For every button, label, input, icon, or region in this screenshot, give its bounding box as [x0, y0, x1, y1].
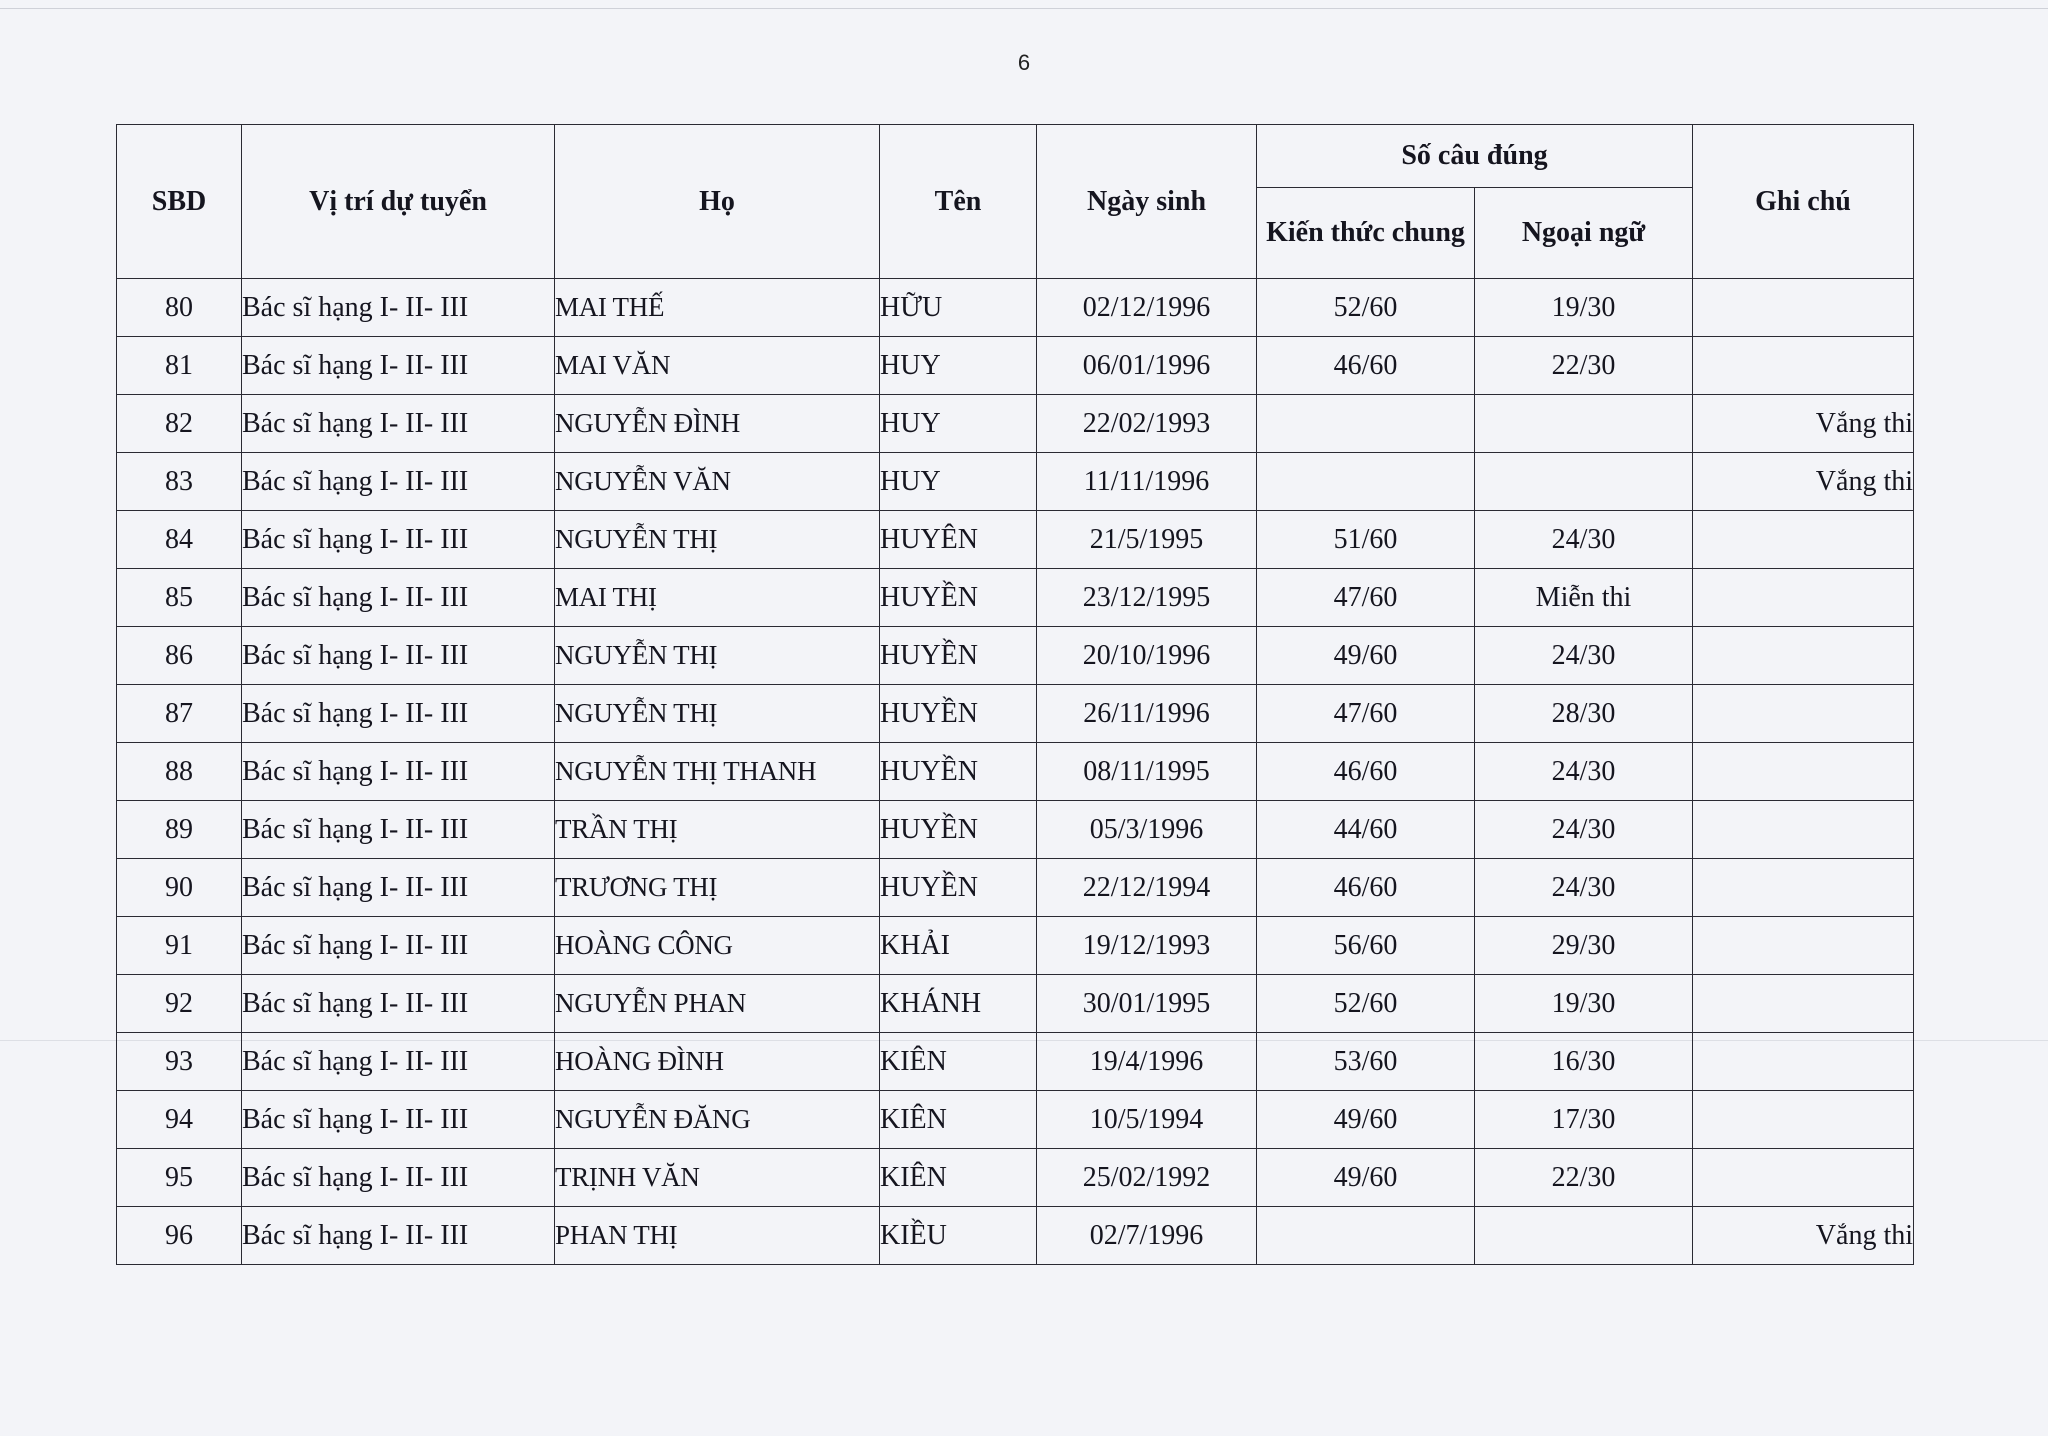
- cell-general-knowledge: 46/60: [1257, 859, 1475, 917]
- cell-note: [1693, 279, 1914, 337]
- cell-general-knowledge: 49/60: [1257, 1091, 1475, 1149]
- cell-surname: TRỊNH VĂN: [555, 1149, 880, 1207]
- cell-sbd: 80: [117, 279, 242, 337]
- cell-given-name: HUYỀN: [880, 801, 1037, 859]
- header-given-name: Tên: [880, 125, 1037, 279]
- cell-position: Bác sĩ hạng I- II- III: [242, 569, 555, 627]
- cell-position: Bác sĩ hạng I- II- III: [242, 1149, 555, 1207]
- cell-given-name: HUYỀN: [880, 569, 1037, 627]
- cell-foreign-language: 29/30: [1475, 917, 1693, 975]
- cell-given-name: HUYÊN: [880, 511, 1037, 569]
- cell-surname: NGUYỄN THỊ: [555, 627, 880, 685]
- header-sbd: SBD: [117, 125, 242, 279]
- cell-position: Bác sĩ hạng I- II- III: [242, 511, 555, 569]
- header-foreign-language: Ngoại ngữ: [1475, 188, 1693, 279]
- cell-general-knowledge: [1257, 453, 1475, 511]
- cell-note: [1693, 743, 1914, 801]
- cell-foreign-language: 22/30: [1475, 337, 1693, 395]
- table-row: [117, 1207, 1914, 1265]
- cell-position: Bác sĩ hạng I- II- III: [242, 395, 555, 453]
- table-row: [117, 569, 1914, 627]
- cell-sbd: 85: [117, 569, 242, 627]
- cell-given-name: KHẢI: [880, 917, 1037, 975]
- cell-given-name: HỮU: [880, 279, 1037, 337]
- cell-sbd: 89: [117, 801, 242, 859]
- cell-position: Bác sĩ hạng I- II- III: [242, 801, 555, 859]
- cell-sbd: 81: [117, 337, 242, 395]
- cell-surname: NGUYỄN THỊ: [555, 685, 880, 743]
- cell-note: [1693, 337, 1914, 395]
- cell-foreign-language: 24/30: [1475, 801, 1693, 859]
- cell-note: [1693, 1033, 1914, 1091]
- cell-given-name: KIÊN: [880, 1033, 1037, 1091]
- cell-surname: HOÀNG CÔNG: [555, 917, 880, 975]
- cell-foreign-language: 24/30: [1475, 627, 1693, 685]
- cell-dob: 10/5/1994: [1037, 1091, 1257, 1149]
- table-row: [117, 1091, 1914, 1149]
- cell-sbd: 92: [117, 975, 242, 1033]
- cell-sbd: 84: [117, 511, 242, 569]
- cell-given-name: HUYỀN: [880, 627, 1037, 685]
- cell-sbd: 88: [117, 743, 242, 801]
- table-row: [117, 627, 1914, 685]
- cell-given-name: HUY: [880, 395, 1037, 453]
- cell-dob: 19/12/1993: [1037, 917, 1257, 975]
- cell-dob: 08/11/1995: [1037, 743, 1257, 801]
- cell-sbd: 83: [117, 453, 242, 511]
- table-row: [117, 743, 1914, 801]
- cell-foreign-language: 28/30: [1475, 685, 1693, 743]
- header-general-knowledge: Kiến thức chung: [1257, 188, 1475, 279]
- cell-dob: 21/5/1995: [1037, 511, 1257, 569]
- table-row: [117, 1149, 1914, 1207]
- cell-general-knowledge: 51/60: [1257, 511, 1475, 569]
- cell-surname: NGUYỄN THỊ: [555, 511, 880, 569]
- cell-sbd: 94: [117, 1091, 242, 1149]
- cell-general-knowledge: 56/60: [1257, 917, 1475, 975]
- cell-note: [1693, 627, 1914, 685]
- cell-given-name: HUYỀN: [880, 859, 1037, 917]
- cell-foreign-language: Miễn thi: [1475, 569, 1693, 627]
- cell-position: Bác sĩ hạng I- II- III: [242, 453, 555, 511]
- cell-position: Bác sĩ hạng I- II- III: [242, 279, 555, 337]
- cell-dob: 23/12/1995: [1037, 569, 1257, 627]
- cell-note: [1693, 859, 1914, 917]
- cell-dob: 06/01/1996: [1037, 337, 1257, 395]
- page-number: 6: [1017, 50, 1031, 75]
- cell-note: [1693, 1149, 1914, 1207]
- cell-general-knowledge: 52/60: [1257, 279, 1475, 337]
- cell-note: [1693, 511, 1914, 569]
- cell-position: Bác sĩ hạng I- II- III: [242, 975, 555, 1033]
- cell-note: Vắng thi: [1693, 1207, 1914, 1265]
- cell-note: [1693, 1091, 1914, 1149]
- cell-given-name: KHÁNH: [880, 975, 1037, 1033]
- cell-foreign-language: 16/30: [1475, 1033, 1693, 1091]
- cell-general-knowledge: [1257, 1207, 1475, 1265]
- table-row: [117, 801, 1914, 859]
- cell-dob: 05/3/1996: [1037, 801, 1257, 859]
- cell-sbd: 95: [117, 1149, 242, 1207]
- cell-foreign-language: [1475, 453, 1693, 511]
- table-body: [117, 279, 1914, 1265]
- cell-general-knowledge: [1257, 395, 1475, 453]
- cell-note: [1693, 569, 1914, 627]
- cell-position: Bác sĩ hạng I- II- III: [242, 1091, 555, 1149]
- cell-surname: PHAN THỊ: [555, 1207, 880, 1265]
- table-row: [117, 337, 1914, 395]
- cell-sbd: 93: [117, 1033, 242, 1091]
- cell-dob: 26/11/1996: [1037, 685, 1257, 743]
- cell-position: Bác sĩ hạng I- II- III: [242, 337, 555, 395]
- table-row: [117, 511, 1914, 569]
- cell-given-name: HUY: [880, 337, 1037, 395]
- cell-foreign-language: 24/30: [1475, 859, 1693, 917]
- cell-general-knowledge: 49/60: [1257, 1149, 1475, 1207]
- cell-dob: 02/12/1996: [1037, 279, 1257, 337]
- cell-surname: TRƯƠNG THỊ: [555, 859, 880, 917]
- cell-surname: MAI VĂN: [555, 337, 880, 395]
- cell-given-name: KIỀU: [880, 1207, 1037, 1265]
- table-row: [117, 279, 1914, 337]
- cell-foreign-language: 24/30: [1475, 511, 1693, 569]
- header-position: Vị trí dự tuyển: [242, 125, 555, 279]
- cell-surname: MAI THỊ: [555, 569, 880, 627]
- table-row: [117, 1033, 1914, 1091]
- cell-given-name: KIÊN: [880, 1091, 1037, 1149]
- cell-given-name: HUYỀN: [880, 743, 1037, 801]
- cell-foreign-language: 17/30: [1475, 1091, 1693, 1149]
- cell-note: Vắng thi: [1693, 453, 1914, 511]
- cell-given-name: HUYỀN: [880, 685, 1037, 743]
- cell-foreign-language: 19/30: [1475, 279, 1693, 337]
- cell-foreign-language: [1475, 1207, 1693, 1265]
- cell-sbd: 86: [117, 627, 242, 685]
- cell-dob: 25/02/1992: [1037, 1149, 1257, 1207]
- table-row: [117, 685, 1914, 743]
- header-dob: Ngày sinh: [1037, 125, 1257, 279]
- table-row: [117, 453, 1914, 511]
- cell-note: [1693, 917, 1914, 975]
- cell-position: Bác sĩ hạng I- II- III: [242, 859, 555, 917]
- table-row: [117, 975, 1914, 1033]
- cell-surname: TRẦN THỊ: [555, 801, 880, 859]
- header-correct-answers: Số câu đúng: [1257, 125, 1693, 188]
- cell-general-knowledge: 46/60: [1257, 743, 1475, 801]
- cell-surname: NGUYỄN THỊ THANH: [555, 743, 880, 801]
- cell-given-name: KIÊN: [880, 1149, 1037, 1207]
- cell-position: Bác sĩ hạng I- II- III: [242, 627, 555, 685]
- cell-general-knowledge: 44/60: [1257, 801, 1475, 859]
- cell-dob: 11/11/1996: [1037, 453, 1257, 511]
- cell-foreign-language: 19/30: [1475, 975, 1693, 1033]
- cell-dob: 19/4/1996: [1037, 1033, 1257, 1091]
- cell-position: Bác sĩ hạng I- II- III: [242, 743, 555, 801]
- cell-general-knowledge: 47/60: [1257, 685, 1475, 743]
- cell-surname: NGUYỄN ĐĂNG: [555, 1091, 880, 1149]
- cell-note: [1693, 801, 1914, 859]
- cell-position: Bác sĩ hạng I- II- III: [242, 685, 555, 743]
- table-row: [117, 917, 1914, 975]
- cell-foreign-language: [1475, 395, 1693, 453]
- cell-foreign-language: 22/30: [1475, 1149, 1693, 1207]
- scan-artifact-line-top: [0, 8, 2048, 9]
- cell-general-knowledge: 49/60: [1257, 627, 1475, 685]
- cell-surname: MAI THẾ: [555, 279, 880, 337]
- cell-note: [1693, 685, 1914, 743]
- cell-surname: NGUYỄN VĂN: [555, 453, 880, 511]
- cell-note: [1693, 975, 1914, 1033]
- cell-foreign-language: 24/30: [1475, 743, 1693, 801]
- cell-dob: 22/12/1994: [1037, 859, 1257, 917]
- cell-note: Vắng thi: [1693, 395, 1914, 453]
- cell-surname: NGUYỄN ĐÌNH: [555, 395, 880, 453]
- cell-sbd: 82: [117, 395, 242, 453]
- cell-dob: 30/01/1995: [1037, 975, 1257, 1033]
- cell-given-name: HUY: [880, 453, 1037, 511]
- table-row: [117, 859, 1914, 917]
- cell-surname: NGUYỄN PHAN: [555, 975, 880, 1033]
- exam-results-table: [116, 124, 1914, 1265]
- cell-dob: 22/02/1993: [1037, 395, 1257, 453]
- cell-general-knowledge: 47/60: [1257, 569, 1475, 627]
- cell-sbd: 91: [117, 917, 242, 975]
- cell-sbd: 90: [117, 859, 242, 917]
- cell-sbd: 96: [117, 1207, 242, 1265]
- cell-surname: HOÀNG ĐÌNH: [555, 1033, 880, 1091]
- cell-position: Bác sĩ hạng I- II- III: [242, 1033, 555, 1091]
- cell-sbd: 87: [117, 685, 242, 743]
- table-row: [117, 395, 1914, 453]
- header-row: [117, 125, 1914, 188]
- header-surname: Họ: [555, 125, 880, 279]
- cell-general-knowledge: 53/60: [1257, 1033, 1475, 1091]
- cell-dob: 20/10/1996: [1037, 627, 1257, 685]
- cell-general-knowledge: 46/60: [1257, 337, 1475, 395]
- header-note: Ghi chú: [1693, 125, 1914, 279]
- cell-position: Bác sĩ hạng I- II- III: [242, 917, 555, 975]
- cell-dob: 02/7/1996: [1037, 1207, 1257, 1265]
- cell-general-knowledge: 52/60: [1257, 975, 1475, 1033]
- cell-position: Bác sĩ hạng I- II- III: [242, 1207, 555, 1265]
